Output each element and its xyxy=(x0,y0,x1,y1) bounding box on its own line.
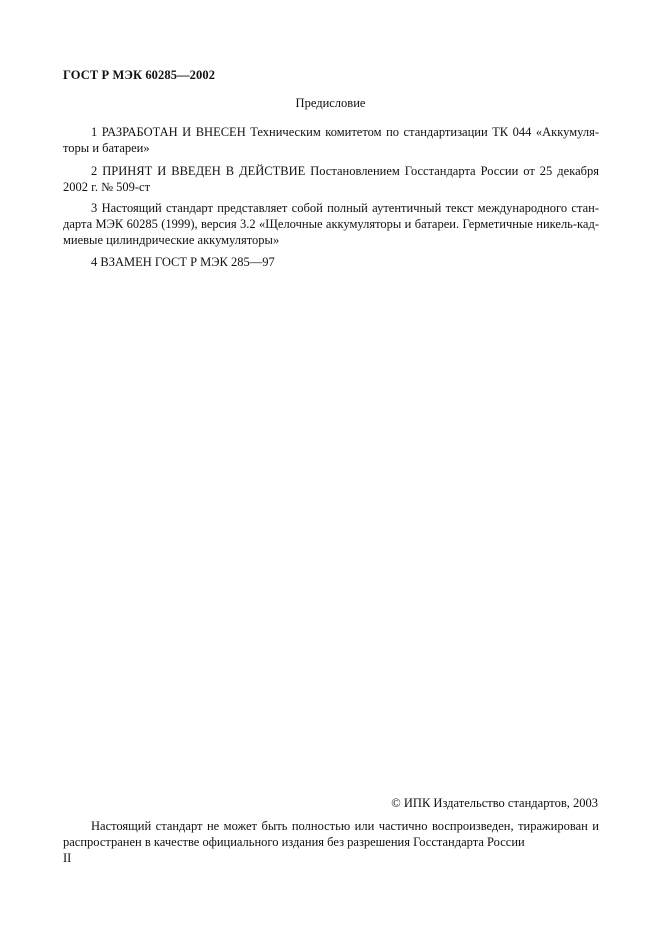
reproduction-notice xyxy=(63,818,599,850)
foreword-item-1-line-2: торы и батареи» xyxy=(63,141,150,155)
copyright-notice: © ИПК Издательство стандартов, 2003 xyxy=(391,796,598,810)
foreword-item-2-line-1: 2 ПРИНЯТ И ВВЕДЕН В ДЕЙСТВИЕ Постановлением Госстандарта России от 25 декабря xyxy=(91,164,599,178)
reproduction-notice-line-2: распространен в качестве официального издания без разрешения Госстандарта России xyxy=(63,835,525,849)
foreword-item-3 xyxy=(63,200,599,248)
foreword-item-4 xyxy=(63,254,599,270)
foreword-item-3-line-2: дарта МЭК 60285 (1999), версия 3.2 «Щелочные аккумуляторы и батареи. Герметичные никель-кад- xyxy=(63,217,599,231)
foreword-item-1-line-1: 1 РАЗРАБОТАН И ВНЕСЕН Техническим комитетом по стандартизации ТК 044 «Аккумуля- xyxy=(91,125,599,139)
foreword-item-1 xyxy=(63,124,599,156)
foreword-item-4-line-1: 4 ВЗАМЕН ГОСТ Р МЭК 285—97 xyxy=(91,255,275,269)
page-number: II xyxy=(63,851,72,865)
document-header: ГОСТ Р МЭК 60285—2002 xyxy=(63,68,216,82)
section-title: Предисловие xyxy=(295,96,366,110)
foreword-item-3-line-1: 3 Настоящий стандарт представляет собой полный аутентичный текст международного стан- xyxy=(91,201,599,215)
foreword-item-2-line-2: 2002 г. № 509-ст xyxy=(63,180,151,194)
foreword-item-2 xyxy=(63,163,599,195)
reproduction-notice-line-1: Настоящий стандарт не может быть полностью или частично воспроизведен, тиражирован и xyxy=(91,819,599,833)
foreword-item-3-line-3: миевые цилиндрические аккумуляторы» xyxy=(63,233,280,247)
